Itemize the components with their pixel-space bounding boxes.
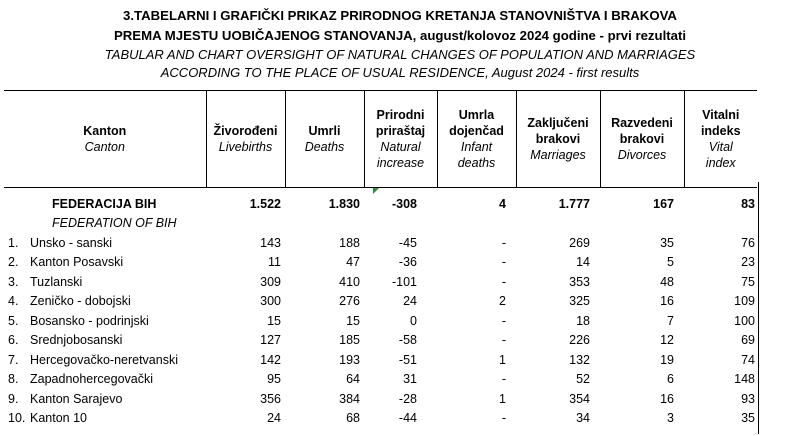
canton-name-cell	[4, 311, 206, 331]
cell-vital: 148	[734, 372, 755, 387]
federation-row	[4, 188, 757, 214]
cell-deaths: 384	[339, 391, 360, 406]
cell-natural: -101	[391, 274, 417, 289]
cell-divorces: 12	[660, 333, 674, 348]
document-titles	[0, 0, 800, 82]
cell-divorces: 7	[667, 313, 674, 328]
cell-divorces: 16	[660, 294, 674, 309]
canton-name-cell	[4, 292, 206, 312]
cell-natural: 0	[410, 313, 417, 328]
cell-infant: -	[501, 255, 506, 270]
cell-livebirths: 309	[260, 274, 281, 289]
canton-name: Zeničko - dobojski	[30, 294, 131, 309]
canton-name: Zapadnohercegovački	[30, 372, 153, 387]
canton-index: 3.	[8, 274, 19, 289]
cell-marriages: 354	[569, 391, 590, 406]
cell-natural: 24	[403, 294, 417, 309]
cell-comment-marker	[373, 188, 379, 194]
cell-deaths: 188	[339, 235, 360, 250]
cell-deaths: 193	[339, 352, 360, 367]
federation-name: FEDERACIJA BIH	[52, 196, 157, 211]
federation-natural: -308	[391, 196, 417, 211]
header-livebirths: Živorođeni Livebirths	[206, 91, 285, 188]
cell-marriages: 132	[569, 352, 590, 367]
cell-livebirths: 300	[260, 294, 281, 309]
federation-vital: 83	[741, 196, 755, 211]
canton-index: 8.	[8, 372, 19, 387]
cell-infant: -	[501, 411, 506, 426]
canton-name: Kanton 10	[30, 411, 87, 426]
cell-natural: -51	[398, 352, 417, 367]
header-marriages: Zaključeni brakovi Marriages	[516, 91, 600, 188]
statistics-table	[4, 90, 757, 428]
canton-name-cell	[4, 272, 206, 292]
cell-marriages: 18	[576, 313, 590, 328]
cell-marriages: 325	[569, 294, 590, 309]
cell-deaths: 185	[339, 333, 360, 348]
cell-vital: 76	[741, 235, 755, 250]
canton-name-cell	[4, 389, 206, 409]
cell-vital: 35	[741, 411, 755, 426]
cell-divorces: 16	[660, 391, 674, 406]
cell-divorces: 6	[667, 372, 674, 387]
canton-name: Srednjobosanski	[30, 333, 123, 348]
canton-name: Hercegovačko-neretvanski	[30, 352, 178, 367]
canton-name-cell	[4, 350, 206, 370]
cell-vital: 109	[734, 294, 755, 309]
table-row	[4, 292, 757, 312]
cell-marriages: 52	[576, 372, 590, 387]
cell-infant: -	[501, 372, 506, 387]
header-infant-deaths: Umrla dojenčad Infant deaths	[437, 91, 516, 188]
federation-name-en: FEDERATION OF BIH	[52, 216, 177, 231]
table-row	[4, 311, 757, 331]
cell-deaths: 64	[346, 372, 360, 387]
canton-index: 6.	[8, 333, 19, 348]
federation-infant: 4	[499, 196, 506, 211]
cell-livebirths: 356	[260, 391, 281, 406]
cell-infant: -	[501, 274, 506, 289]
right-border-line	[758, 182, 759, 434]
canton-index: 10.	[8, 411, 26, 426]
table-row	[4, 350, 757, 370]
cell-livebirths: 95	[267, 372, 281, 387]
canton-name: Kanton Posavski	[30, 255, 124, 270]
title-line-1: 3.TABELARNI I GRAFIČKI PRIKAZ PRIRODNOG KRETANJA STANOVNIŠTVA I BRAKOVA	[123, 8, 677, 23]
cell-deaths: 410	[339, 274, 360, 289]
canton-name: Unsko - sanski	[30, 235, 112, 250]
cell-natural: 31	[403, 372, 417, 387]
canton-index: 5.	[8, 313, 19, 328]
cell-infant: -	[501, 313, 506, 328]
cell-divorces: 3	[667, 411, 674, 426]
table-row	[4, 331, 757, 351]
cell-marriages: 34	[576, 411, 590, 426]
canton-name-cell	[4, 331, 206, 351]
canton-index: 4.	[8, 294, 19, 309]
canton-index: 2.	[8, 255, 19, 270]
header-deaths: Umrli Deaths	[285, 91, 364, 188]
cell-natural: -58	[398, 333, 417, 348]
cell-divorces: 48	[660, 274, 674, 289]
cell-vital: 93	[741, 391, 755, 406]
cell-infant: 1	[499, 352, 506, 367]
federation-marriages: 1.777	[558, 196, 590, 211]
cell-livebirths: 11	[268, 255, 281, 270]
cell-vital: 74	[741, 352, 755, 367]
cell-deaths: 15	[346, 313, 360, 328]
cell-divorces: 5	[667, 255, 674, 270]
header-vital-index: Vitalni indeks Vital index	[684, 91, 757, 188]
title-line-3: TABULAR AND CHART OVERSIGHT OF NATURAL CHANGES OF POPULATION AND MARRIAGES	[104, 47, 696, 62]
cell-infant: -	[501, 333, 506, 348]
cell-natural: -28	[398, 391, 417, 406]
cell-vital: 100	[734, 313, 755, 328]
header-natural-increase: Prirodni priraštaj Natural increase	[364, 91, 437, 188]
canton-name: Kanton Sarajevo	[30, 391, 123, 406]
cell-deaths: 68	[346, 411, 360, 426]
cell-infant: 1	[499, 391, 506, 406]
canton-index: 1.	[8, 235, 19, 250]
table-header-row	[4, 91, 757, 188]
cell-livebirths: 127	[260, 333, 281, 348]
cell-deaths: 47	[346, 255, 360, 270]
cell-infant: 2	[499, 294, 506, 309]
canton-name-cell	[4, 253, 206, 273]
cell-divorces: 35	[660, 235, 674, 250]
cell-vital: 69	[741, 333, 755, 348]
header-divorces: Razvedeni brakovi Divorces	[600, 91, 684, 188]
cell-marriages: 353	[569, 274, 590, 289]
cell-infant: -	[501, 235, 506, 250]
cell-vital: 23	[741, 255, 755, 270]
cell-vital: 75	[741, 274, 755, 289]
cell-deaths: 276	[339, 294, 360, 309]
cell-marriages: 14	[576, 255, 590, 270]
title-line-4: ACCORDING TO THE PLACE OF USUAL RESIDENCE, August 2024 - first results	[160, 65, 640, 80]
cell-natural: -36	[398, 255, 417, 270]
table-row	[4, 272, 757, 292]
federation-livebirths: 1.522	[249, 196, 281, 211]
title-line-2: PREMA MJESTU UOBIČAJENOG STANOVANJA, august/kolovoz 2024 godine - prvi rezultati	[113, 28, 687, 43]
table-row	[4, 409, 757, 429]
canton-name-cell	[4, 233, 206, 253]
canton-index: 9.	[8, 391, 19, 406]
table-row	[4, 389, 757, 409]
canton-index: 7.	[8, 352, 19, 367]
header-kanton: Kanton Canton	[83, 124, 127, 154]
canton-name: Bosansko - podrinjski	[30, 313, 149, 328]
table-row	[4, 233, 757, 253]
cell-natural: -44	[398, 411, 417, 426]
cell-livebirths: 142	[260, 352, 281, 367]
federation-deaths: 1.830	[328, 196, 360, 211]
cell-natural: -45	[398, 235, 417, 250]
cell-livebirths: 143	[260, 235, 281, 250]
cell-livebirths: 15	[267, 313, 281, 328]
federation-divorces: 167	[653, 196, 674, 211]
canton-name-cell	[4, 409, 206, 429]
cell-divorces: 19	[660, 352, 674, 367]
table-row	[4, 253, 757, 273]
canton-name-cell	[4, 370, 206, 390]
federation-en-row	[4, 214, 757, 234]
cell-livebirths: 24	[267, 411, 281, 426]
table-row	[4, 370, 757, 390]
cell-marriages: 226	[569, 333, 590, 348]
canton-name: Tuzlanski	[30, 274, 83, 289]
cell-marriages: 269	[569, 235, 590, 250]
